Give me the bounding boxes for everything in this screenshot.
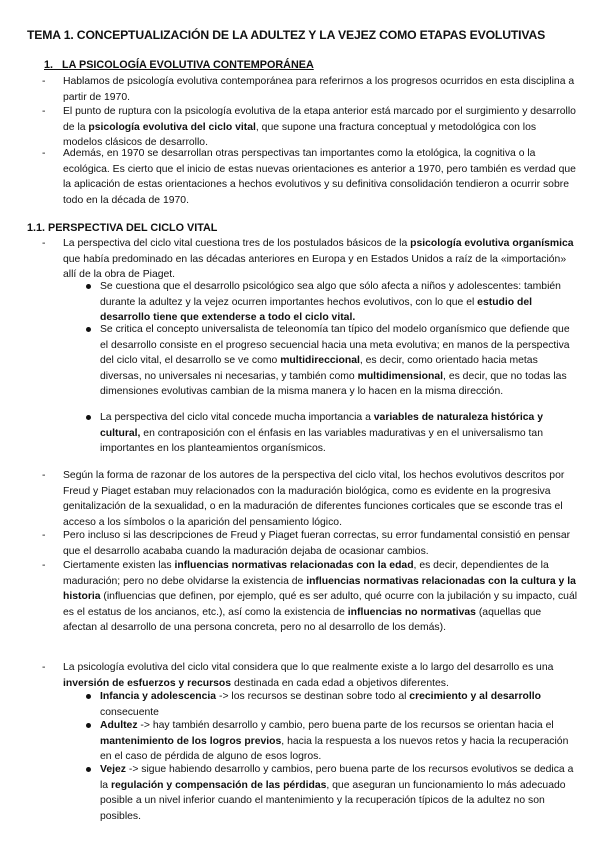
bold-text: regulación y compensación de las pérdidas bbox=[110, 779, 327, 791]
section-number: 1. bbox=[44, 59, 54, 71]
dash-marker: - bbox=[42, 238, 46, 249]
text-run: , hacia la respuesta a los nuevos retos y hacia la recuperación en el caso de pérdida de alguno de esos logros. bbox=[100, 735, 569, 762]
text-run: La perspectiva del ciclo vital concede mucha importancia a bbox=[100, 412, 374, 423]
bold-text: influencias normativas relacionadas con la cultura y la historia bbox=[63, 575, 576, 602]
text-run: , es decir, que no todas las dimensiones evolutivas cambian de la misma manera y lo hacen en la misma dirección. bbox=[100, 370, 567, 397]
bold-text: Infancia y adolescencia bbox=[100, 691, 217, 702]
document-title: TEMA 1. CONCEPTUALIZACIÓN DE LA ADULTEZ Y LA VEJEZ COMO ETAPAS EVOLUTIVAS bbox=[27, 28, 546, 42]
bullet-dot bbox=[86, 767, 91, 772]
bold-text: multidimensional bbox=[357, 370, 444, 382]
text-run: consecuente bbox=[100, 706, 159, 718]
bold-text: psicología evolutiva del ciclo vital bbox=[88, 121, 256, 133]
text-run: (aquellas que afectan al desarrollo de una persona concreta, pero no al desarrollo de los demás). bbox=[63, 606, 542, 633]
text-run: Se cuestiona que el desarrollo psicológico sea algo que sólo afecta a niños y adolescentes: también durante la adultez y la vejez ocurren importantes hechos evolutivos, con lo que el bbox=[100, 281, 561, 308]
text-run: Hablamos de psicología evolutiva contemporánea para referirnos a los progresos ocurridos en esta disciplina a partir de 1970. bbox=[63, 76, 575, 103]
text-run: -> hay también desarrollo y cambio, pero buena parte de los recursos se orientan hacia el bbox=[137, 720, 554, 731]
paragraph bbox=[100, 322, 578, 400]
bullet-dot bbox=[86, 415, 91, 420]
section-heading-1-1: 1.1. PERSPECTIVA DEL CICLO VITAL bbox=[27, 222, 218, 234]
text-run: La perspectiva del ciclo vital cuestiona tres de los postulados básicos de la bbox=[63, 238, 411, 249]
paragraph bbox=[100, 689, 578, 720]
paragraph bbox=[100, 718, 578, 765]
bold-text: variables de naturaleza histórica y cultural, bbox=[100, 412, 543, 439]
text-run: Ciertamente existen las bbox=[63, 560, 175, 571]
bullet-dot bbox=[86, 327, 91, 332]
text-run: Pero incluso si las descripciones de Freud y Piaget fueran correctas, su error fundamental consistió en pensar que el desarrollo acababa cuando la maduración dejaba de ocasionar cambios. bbox=[63, 530, 571, 557]
paragraph bbox=[63, 236, 578, 283]
section-title: LA PSICOLOGÍA EVOLUTIVA CONTEMPORÁNEA bbox=[62, 59, 314, 71]
dash-marker: - bbox=[42, 106, 46, 117]
paragraph bbox=[100, 762, 578, 824]
dash-marker: - bbox=[42, 470, 46, 481]
paragraph bbox=[63, 528, 578, 559]
paragraph bbox=[100, 410, 578, 457]
paragraph bbox=[63, 146, 578, 208]
text-run: , que supone una fractura conceptual y metodológica con los modelos clásicos de desarrollo. bbox=[63, 121, 537, 148]
bold-text: influencias normativas relacionadas con la edad bbox=[174, 560, 414, 571]
dash-marker: - bbox=[42, 76, 46, 87]
text-run: destinada en cada edad a objetivos diferentes. bbox=[231, 677, 449, 689]
text-run: en contraposición con el énfasis en las variables madurativas y en el universalismo tan importantes en los planteamientos organísmicos. bbox=[100, 427, 543, 454]
bold-text: Adultez bbox=[100, 720, 138, 731]
text-run: -> los recursos se destinan sobre todo al bbox=[216, 691, 410, 702]
paragraph bbox=[63, 74, 578, 105]
text-run: , que aseguran un funcionamiento lo más adecuado posible a un nivel inferior cuando el mantenimiento y la recuperación típicos de la adultez no son posibles. bbox=[100, 779, 566, 822]
bold-text: psicología evolutiva organísmica bbox=[410, 238, 574, 249]
dash-marker: - bbox=[42, 662, 46, 673]
bullet-dot bbox=[86, 723, 91, 728]
bold-text: multidireccional bbox=[280, 355, 360, 366]
bold-text: crecimiento y al desarrollo bbox=[409, 691, 541, 702]
bold-text: Vejez bbox=[100, 764, 126, 775]
paragraph bbox=[63, 660, 578, 691]
section-heading-1 bbox=[44, 59, 314, 71]
dash-marker: - bbox=[42, 560, 46, 571]
text-run: El punto de ruptura con la psicología evolutiva de la etapa anterior está marcado por el surgimiento y desarrollo de la bbox=[63, 106, 576, 133]
text-run: Además, en 1970 se desarrollan otras perspectivas tan importantes como la etológica, la cognitiva o la ecológica. Es cierto que el inicio de estas nuevas orientaciones es anterior a 1970, pero también es verdad que la aplicación de estas orientaciones a hechos evolutivos y su definitiva consolidación tendieron a ocurrir sobre todo en la década de 1970. bbox=[63, 148, 576, 206]
paragraph bbox=[63, 558, 578, 636]
text-run: -> sigue habiendo desarrollo y cambios, pero buena parte de los recursos evolutivos se dedica a la bbox=[100, 764, 574, 791]
bold-text: estudio del desarrollo tiene que extenderse a todo el ciclo vital. bbox=[100, 296, 533, 323]
bullet-dot bbox=[86, 694, 91, 699]
dash-marker: - bbox=[42, 530, 46, 541]
text-run: La psicología evolutiva del ciclo vital considera que lo que realmente existe a lo largo del desarrollo es una bbox=[63, 662, 554, 673]
text-run: Según la forma de razonar de los autores de la perspectiva del ciclo vital, los hechos evolutivos descritos por Freud y Piaget estaban muy relacionados con la maduración biológica, como es evidente en la progresiva genitalización de la sexualidad, o en la maduración de diferentes funciones corticales que se esconde tras el acceso a los símbolos o la aparición del pensamiento lógico. bbox=[63, 470, 565, 528]
bullet-dot bbox=[86, 284, 91, 289]
text-run: , es decir, dependientes de la maduración; pero no debe olvidarse la existencia de bbox=[63, 560, 549, 587]
paragraph bbox=[100, 279, 578, 326]
bold-text: mantenimiento de los logros previos bbox=[100, 735, 282, 747]
dash-marker: - bbox=[42, 148, 46, 159]
text-run: (influencias que definen, por ejemplo, qué es ser adulto, qué ocurre con la jubilación y su impacto, cuál es el estatus de los ancianos, etc.), así como la existencia de bbox=[63, 591, 578, 618]
bold-text: influencias no normativas bbox=[347, 606, 476, 618]
text-run: , es decir, como orientado hacia metas diversas, no universales ni necesarias, y también como bbox=[100, 355, 538, 382]
text-run: que había predominado en las décadas anteriores en Europa y en Estados Unidos a raíz de la «importación» allí de la obra de Piaget. bbox=[63, 253, 567, 280]
text-run: Se critica el concepto universalista de teleonomía tan típico del modelo organísmico que defiende que el desarrollo consiste en el progreso secuencial hacia una meta evolutiva; en manos de la perspectiva del ciclo vital, el desarrollo se ve como bbox=[100, 324, 570, 366]
paragraph bbox=[63, 104, 578, 151]
bold-text: inversión de esfuerzos y recursos bbox=[63, 677, 232, 689]
paragraph bbox=[63, 468, 578, 530]
